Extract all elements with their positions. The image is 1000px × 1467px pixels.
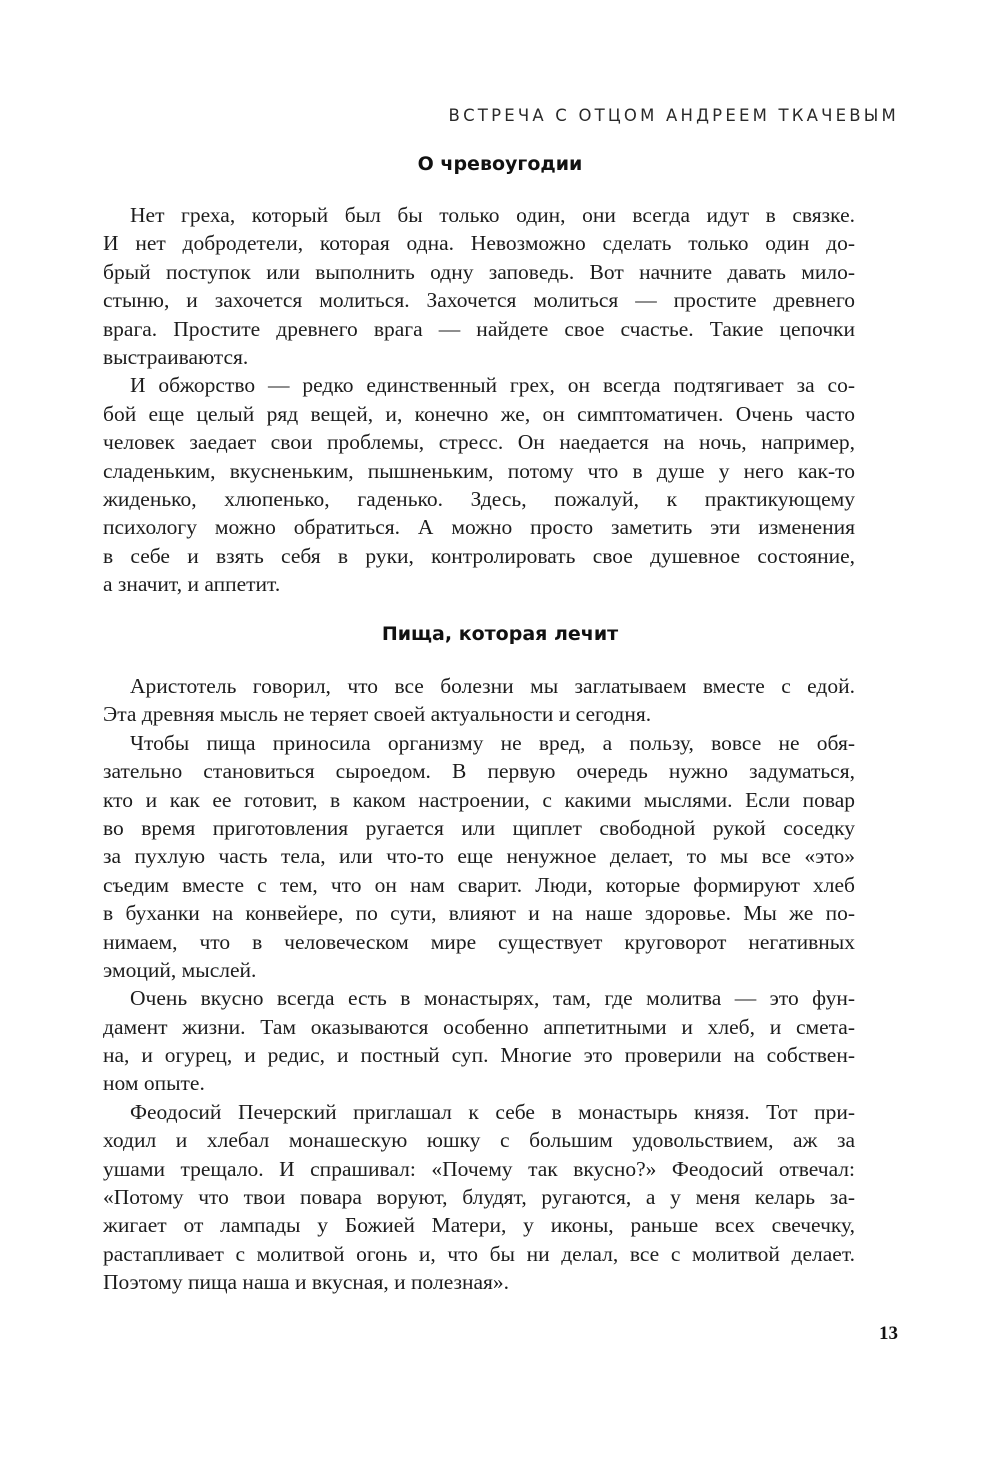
text-line: жиденько, хлюпенько, гаденько. Здесь, пожалуй, к практикующему: [103, 486, 855, 511]
paragraph: [103, 371, 855, 598]
text-line: зательно становиться сыроедом. В первую очередь нужно задуматься,: [103, 759, 855, 784]
section-body-healing-food: [103, 672, 855, 1297]
text-line: Эта древняя мысль не теряет своей актуальности и сегодня.: [103, 702, 652, 727]
text-line: Чтобы пища приносила организму не вред, а пользу, вовсе не обя-: [130, 730, 855, 755]
text-line: И нет добродетели, которая одна. Невозможно сделать только один до-: [103, 231, 855, 256]
running-head: ВСТРЕЧА С ОТЦОМ АНДРЕЕМ ТКАЧЕВЫМ: [448, 106, 899, 125]
text-line: человек заедает свои проблемы, стресс. Он наедается на ночь, например,: [103, 430, 855, 455]
text-line: дамент жизни. Там оказываются особенно аппетитными и хлеб, и смета-: [103, 1014, 855, 1039]
text-line: ном опыте.: [103, 1071, 205, 1096]
text-line: ушами трещало. И спрашивал: «Почему так вкусно?» Феодосий отвечал:: [103, 1156, 855, 1181]
paragraph: [103, 729, 855, 985]
text-line: кто и как ее готовит, в каком настроении, с какими мыслями. Если повар: [103, 787, 855, 812]
text-line: врага. Простите древнего врага — найдете свое счастье. Такие цепочки: [103, 316, 855, 341]
section-heading-gluttony: О чревоугодии: [417, 153, 583, 175]
text-line: Феодосий Печерский приглашал к себе в монастырь князя. Тот при-: [130, 1099, 855, 1124]
text-line: эмоций, мыслей.: [103, 957, 257, 982]
paragraph: [103, 1098, 855, 1297]
text-line: на, и огурец, и редис, и постный суп. Многие это проверили на собствен-: [103, 1043, 855, 1068]
text-line: в себе и взять себя в руки, контролировать свое душевное состояние,: [103, 543, 855, 568]
text-line: ходил и хлебал монашескую юшку с большим удовольствием, аж за: [103, 1128, 855, 1153]
text-line: стыню, и захочется молиться. Захочется молиться — простите древнего: [103, 288, 855, 313]
text-line: брый поступок или выполнить одну заповедь. Вот начните давать мило-: [103, 259, 855, 284]
text-line: нимаем, что в человеческом мире существует круговорот негативных: [103, 929, 855, 954]
text-line: Аристотель говорил, что все болезни мы заглатываем вместе с едой.: [130, 674, 855, 698]
text-line: а значит, и аппетит.: [103, 572, 281, 597]
text-line: бой еще целый ряд вещей, и, конечно же, он симптоматичен. Очень часто: [103, 401, 855, 426]
text-line: психологу можно обратиться. А можно просто заметить эти изменения: [103, 515, 855, 540]
paragraph: [103, 201, 855, 371]
text-line: сладеньким, вкусненьким, пышненьким, потому что в душе у него как-то: [103, 458, 855, 483]
text-line: во время приготовления ругается или щиплет свободной рукой соседку: [103, 815, 855, 840]
text-line: жигает от лампады у Божией Матери, у иконы, раньше всех свечечку,: [103, 1213, 855, 1238]
text-line: выстраиваются.: [103, 344, 249, 369]
section-heading-healing-food: Пища, которая лечит: [381, 623, 619, 645]
text-line: за пухлую часть тела, или что-то еще ненужное делает, то мы все «это»: [103, 844, 855, 869]
section-body-gluttony: [103, 201, 855, 598]
text-line: «Потому что твои повара воруют, блудят, ругаются, а у меня келарь за-: [103, 1185, 855, 1210]
text-line: Очень вкусно всегда есть в монастырях, там, где молитва — это фун-: [130, 986, 855, 1011]
text-line: съедим вместе с тем, что он нам сварит. Люди, которые формируют хлеб: [103, 872, 855, 897]
page-number: 13: [879, 1323, 898, 1344]
text-line: Поэтому пища наша и вкусная, и полезная».: [103, 1270, 510, 1295]
text-line: растапливает с молитвой огонь и, что бы ни делал, все с молитвой делает.: [103, 1241, 855, 1266]
text-line: в буханки на конвейере, по сути, влияют и на наше здоровье. Мы же по-: [103, 901, 855, 926]
paragraph: [103, 672, 855, 729]
paragraph: [103, 984, 855, 1098]
text-line: И обжорство — редко единственный грех, он всегда подтягивает за со-: [130, 373, 855, 398]
text-line: Нет греха, который был бы только один, они всегда идут в связке.: [130, 203, 855, 227]
